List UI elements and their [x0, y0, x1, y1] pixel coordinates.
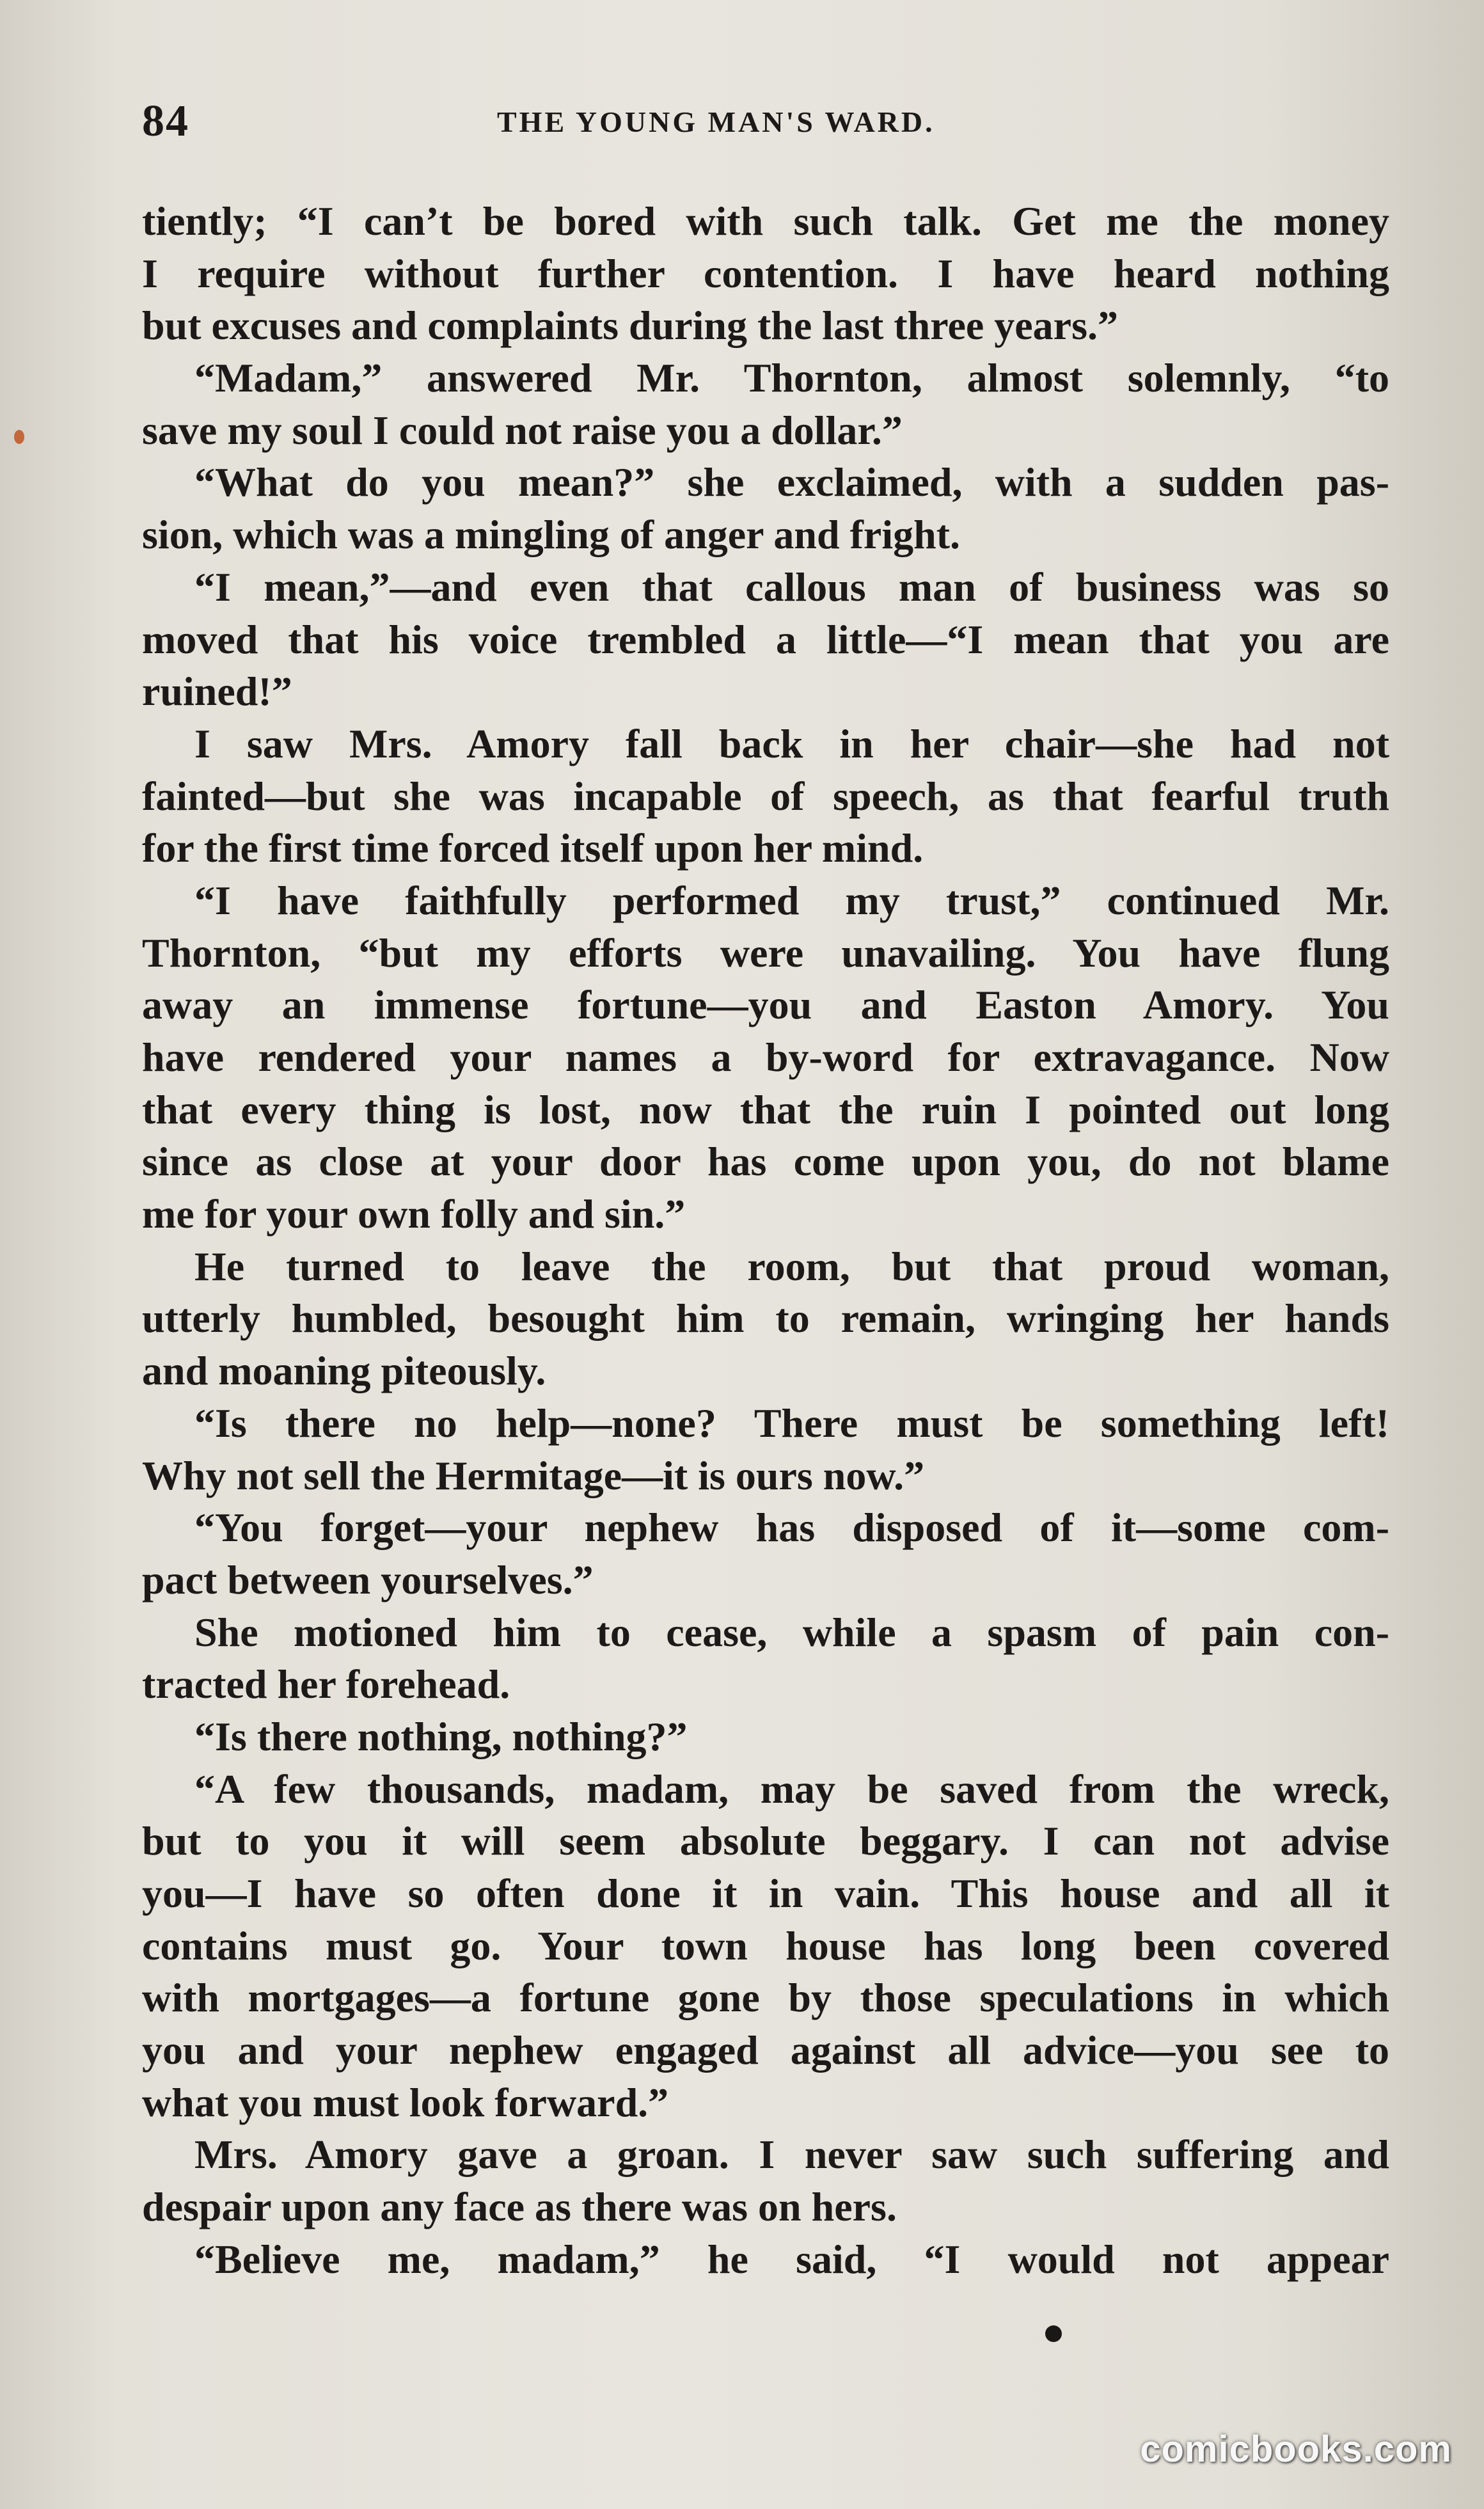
text-line: have rendered your names a by-word for extravagance. Now	[142, 1034, 1389, 1080]
text-line: ruined!”	[142, 669, 292, 715]
text-line: “You forget—your nephew has disposed of it—some com-	[194, 1505, 1389, 1551]
text-line: despair upon any face as there was on hers.	[142, 2184, 897, 2230]
text-line: you and your nephew engaged against all advice—you see to	[142, 2027, 1389, 2073]
text-line: you—I have so often done it in vain. This house and all it	[142, 1871, 1389, 1916]
text-line: “Madam,” answered Mr. Thornton, almost solemnly, “to	[194, 355, 1389, 401]
text-line: I require without further contention. I have heard nothing	[142, 250, 1389, 296]
text-line: Mrs. Amory gave a groan. I never saw such suffering and	[194, 2132, 1389, 2178]
text-line: fainted—but she was incapable of speech, as that fearful truth	[142, 773, 1389, 819]
text-line: “Is there nothing, nothing?”	[194, 1713, 688, 1759]
running-title: THE YOUNG MAN'S WARD.	[497, 106, 935, 138]
text-line: but to you it will seem absolute beggary. I can not advise	[142, 1818, 1389, 1864]
text-line: save my soul I could not raise you a dollar.”	[142, 407, 903, 453]
body-text	[142, 195, 1389, 2286]
text-line: but excuses and complaints during the last three years.”	[142, 303, 1118, 349]
text-line: utterly humbled, besought him to remain, wringing her hands	[142, 1295, 1389, 1342]
text-line: “Is there no help—none? There must be something left!	[194, 1400, 1389, 1446]
watermark: comicbooks.com	[1140, 2428, 1452, 2470]
text-line: Thornton, “but my efforts were unavailing. You have flung	[142, 930, 1389, 976]
text-line: with mortgages—a fortune gone by those speculations in which	[142, 1975, 1389, 2021]
margin-ink-spot	[14, 430, 24, 444]
text-line: what you must look forward.”	[142, 2079, 669, 2125]
text-line: tiently; “I can’t be bored with such talk. Get me the money	[142, 198, 1389, 244]
printer-dot-mark	[1045, 2325, 1062, 2342]
text-line: “A few thousands, madam, may be saved from the wreck,	[194, 1766, 1389, 1812]
text-line: “I have faithfully performed my trust,” continued Mr.	[194, 877, 1389, 923]
text-line: “Believe me, madam,” he said, “I would not appear	[194, 2236, 1389, 2282]
text-line: moved that his voice trembled a little—“I mean that you are	[142, 616, 1389, 662]
text-line: since as close at your door has come upon you, do not blame	[142, 1139, 1389, 1185]
text-line: away an immense fortune—you and Easton Amory. You	[142, 982, 1389, 1028]
text-line: for the first time forced itself upon her mind.	[142, 825, 924, 871]
text-line: tracted her forehead.	[142, 1661, 510, 1707]
text-line: and moaning piteously.	[142, 1348, 546, 1394]
page-header	[142, 96, 1389, 160]
text-line: sion, which was a mingling of anger and fright.	[142, 512, 960, 558]
text-line: “I mean,”—and even that callous man of business was so	[194, 564, 1389, 610]
text-line: I saw Mrs. Amory fall back in her chair—she had not	[194, 720, 1389, 766]
text-line: She motioned him to cease, while a spasm of pain con-	[194, 1609, 1389, 1655]
text-line: He turned to leave the room, but that proud woman,	[194, 1243, 1389, 1289]
text-line: that every thing is lost, now that the ruin I pointed out long	[142, 1086, 1389, 1132]
text-line: contains must go. Your town house has long been covered	[142, 1922, 1389, 1968]
text-line: Why not sell the Hermitage—it is ours now.”	[142, 1452, 925, 1498]
page-number: 84	[142, 97, 189, 146]
text-line: me for your own folly and sin.”	[142, 1191, 686, 1237]
text-line: pact between yourselves.”	[142, 1556, 594, 1603]
text-line: “What do you mean?” she exclaimed, with a sudden pas-	[194, 459, 1389, 505]
